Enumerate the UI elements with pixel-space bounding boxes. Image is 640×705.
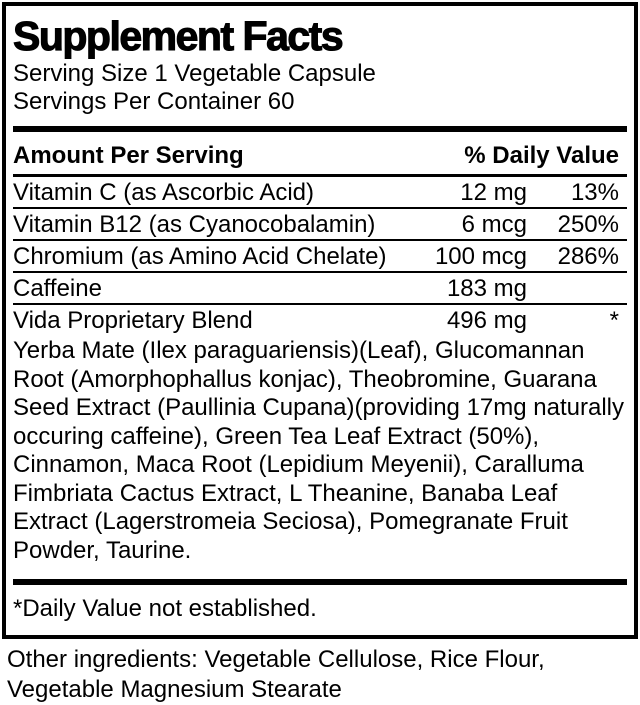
nutrient-name: Vitamin C (as Ascorbic Acid) (13, 179, 314, 206)
servings-per-container-line: Servings Per Container 60 (13, 88, 295, 115)
serving-size-line: Serving Size 1 Vegetable Capsule (13, 60, 376, 87)
nutrient-daily-value: 13% (570, 179, 619, 206)
nutrient-row-chromium (13, 241, 627, 273)
nutrient-name: Caffeine (13, 275, 102, 302)
nutrient-amount: 496 mg (446, 307, 527, 334)
nutrient-daily-value: * (609, 307, 619, 334)
nutrient-amount: 6 mcg (461, 211, 527, 238)
nutrient-amount: 12 mg (460, 179, 527, 206)
nutrient-daily-value: 250% (557, 211, 619, 238)
nutrient-row-caffeine (13, 273, 627, 305)
nutrient-name: Vitamin B12 (as Cyanocobalamin) (13, 211, 376, 238)
nutrient-name: Vida Proprietary Blend (13, 307, 253, 334)
blend-description: Yerba Mate (Ilex paraguariensis)(Leaf), Glucomannan Root (Amorphophallus konjac), Theobromine, Guarana Seed Extract (Paullinia Cupana)(providing 17mg naturally occuring caffeine), Green Tea Leaf Extract (50%), Cinnamon, Maca Root (Lepidium Meyenii), Caralluma Fimbriata Cactus Extract, L Theanine, Banaba Leaf Extract (Lagerstromeia Seciosa), Pomegranate Fruit Powder, Taurine. (13, 337, 624, 564)
nutrient-row-vitamin-b12 (13, 209, 627, 241)
nutrient-row-proprietary-blend (13, 305, 627, 335)
nutrient-daily-value: 286% (557, 243, 619, 270)
nutrient-amount: 100 mcg (434, 243, 527, 270)
supplement-facts-panel (2, 2, 638, 639)
nutrient-amount: 183 mg (446, 275, 527, 302)
daily-value-header: % Daily Value (464, 142, 619, 169)
other-ingredients: Other ingredients: Vegetable Cellulose, Rice Flour, Vegetable Magnesium Stearate (7, 646, 545, 703)
daily-value-footnote: *Daily Value not established. (13, 595, 317, 622)
facts-title: Supplement Facts (13, 13, 343, 59)
nutrient-row-vitamin-c (13, 177, 627, 209)
nutrient-daily-value (527, 274, 627, 303)
nutrient-name: Chromium (as Amino Acid Chelate) (13, 243, 387, 270)
column-header-row (13, 132, 627, 177)
amount-per-serving-header: Amount Per Serving (13, 142, 244, 169)
